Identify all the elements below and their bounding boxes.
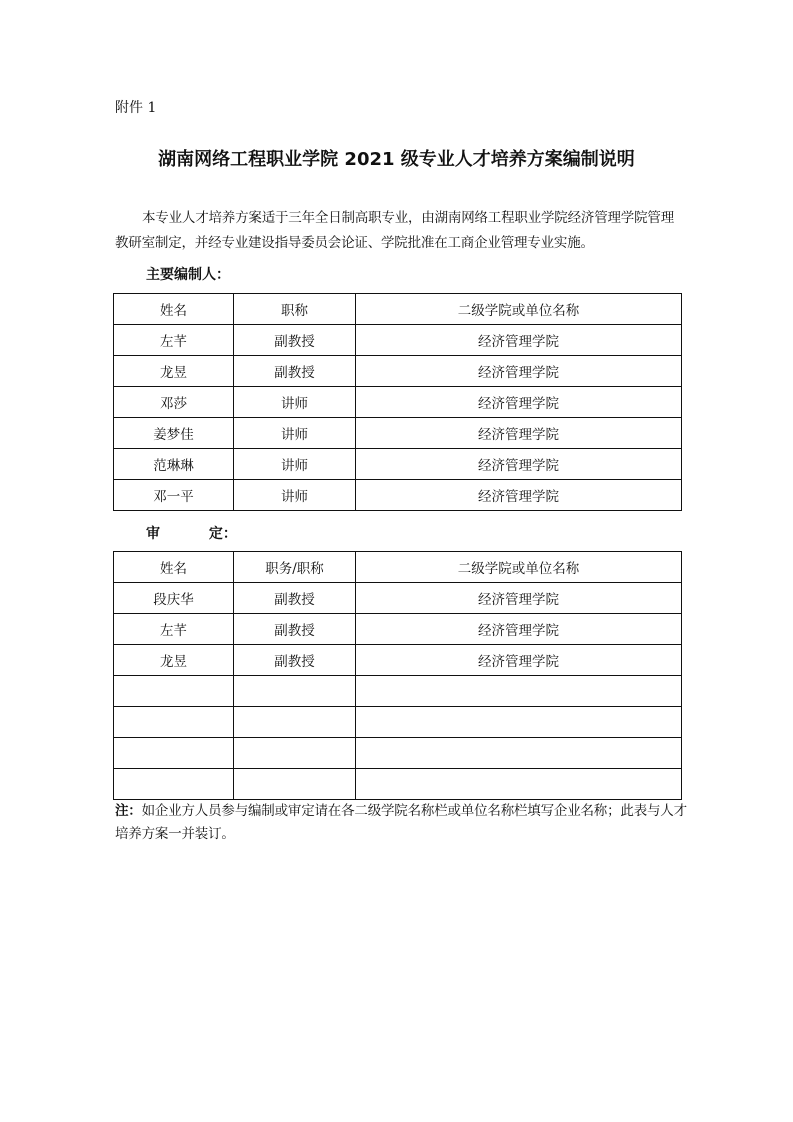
attachment-label: 附件 1 [115, 100, 157, 116]
cell-institution: 经济管理学院 [356, 645, 682, 676]
cell-position [234, 707, 356, 738]
cell-name: 龙昱 [114, 356, 234, 387]
table-row [114, 583, 682, 614]
cell-name: 邓一平 [114, 480, 234, 511]
cell-institution: 经济管理学院 [356, 387, 682, 418]
reviewers-section-label: 审 定： [146, 526, 237, 542]
cell-title: 讲师 [234, 418, 356, 449]
reviewers-table [113, 551, 682, 800]
cell-title: 副教授 [234, 325, 356, 356]
cell-title: 讲师 [234, 387, 356, 418]
footnote [115, 800, 687, 846]
cell-institution [356, 769, 682, 800]
cell-name: 邓莎 [114, 387, 234, 418]
cell-position [234, 769, 356, 800]
table-row [114, 614, 682, 645]
cell-position: 副教授 [234, 645, 356, 676]
header-institution: 二级学院或单位名称 [356, 552, 682, 583]
cell-title: 讲师 [234, 480, 356, 511]
cell-name [114, 738, 234, 769]
cell-position: 副教授 [234, 583, 356, 614]
footnote-text: 如企业方人员参与编制或审定请在各二级学院名称栏或单位名称栏填写企业名称；此表与人才培养方案一并装订。 [115, 803, 687, 842]
table-row [114, 356, 682, 387]
cell-name: 范琳琳 [114, 449, 234, 480]
cell-name: 左芊 [114, 325, 234, 356]
cell-institution: 经济管理学院 [356, 418, 682, 449]
cell-institution: 经济管理学院 [356, 325, 682, 356]
table-row [114, 645, 682, 676]
cell-name [114, 707, 234, 738]
cell-institution: 经济管理学院 [356, 480, 682, 511]
table-row-empty [114, 676, 682, 707]
cell-institution [356, 707, 682, 738]
compilers-section-label: 主要编制人： [146, 267, 230, 283]
cell-institution [356, 676, 682, 707]
header-name: 姓名 [114, 294, 234, 325]
header-name: 姓名 [114, 552, 234, 583]
table-row-empty [114, 769, 682, 800]
header-title: 职称 [234, 294, 356, 325]
header-position: 职务/职称 [234, 552, 356, 583]
table-row [114, 387, 682, 418]
table-row-empty [114, 707, 682, 738]
cell-institution: 经济管理学院 [356, 356, 682, 387]
cell-name: 姜梦佳 [114, 418, 234, 449]
cell-name: 段庆华 [114, 583, 234, 614]
table-header-row [114, 294, 682, 325]
table-row-empty [114, 738, 682, 769]
cell-position: 副教授 [234, 614, 356, 645]
table-row [114, 418, 682, 449]
table-header-row [114, 552, 682, 583]
header-institution: 二级学院或单位名称 [356, 294, 682, 325]
intro-paragraph: 本专业人才培养方案适于三年全日制高职专业，由湖南网络工程职业学院经济管理学院管理教研室制定，并经专业建设指导委员会论证、学院批准在工商企业管理专业实施。 [115, 210, 674, 251]
cell-institution [356, 738, 682, 769]
table-row [114, 480, 682, 511]
cell-name: 左芊 [114, 614, 234, 645]
cell-name [114, 676, 234, 707]
cell-name: 龙昱 [114, 645, 234, 676]
document-title: 湖南网络工程职业学院 2021 级专业人才培养方案编制说明 [158, 149, 635, 170]
compilers-table [113, 293, 682, 511]
footnote-label: 注： [115, 803, 142, 819]
cell-title: 讲师 [234, 449, 356, 480]
cell-institution: 经济管理学院 [356, 614, 682, 645]
cell-position [234, 738, 356, 769]
cell-position [234, 676, 356, 707]
table-row [114, 325, 682, 356]
cell-title: 副教授 [234, 356, 356, 387]
cell-institution: 经济管理学院 [356, 583, 682, 614]
cell-name [114, 769, 234, 800]
table-row [114, 449, 682, 480]
cell-institution: 经济管理学院 [356, 449, 682, 480]
